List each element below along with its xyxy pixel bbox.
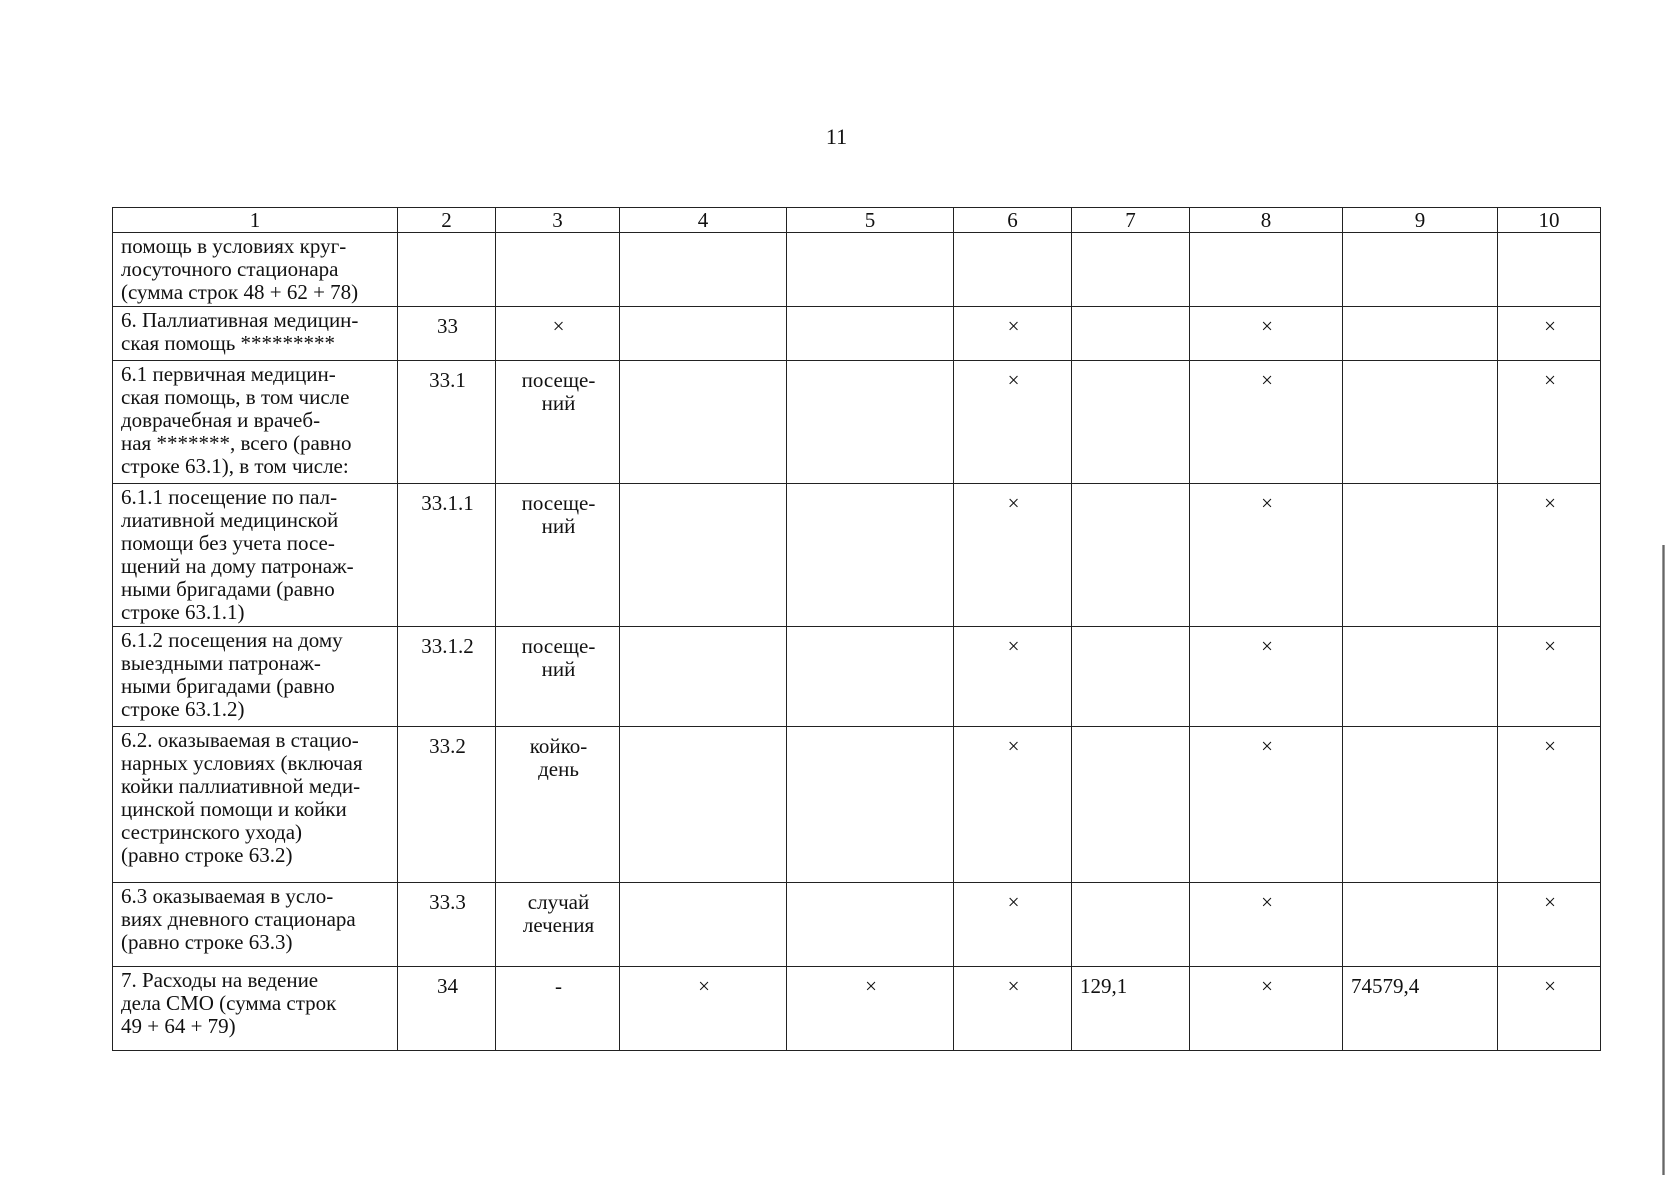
col10-cell: ×	[1498, 627, 1601, 727]
row-code-cell: 33.2	[398, 727, 496, 883]
col9-cell	[1343, 361, 1498, 484]
row-name-cell: помощь в условиях круг- лосуточного стационара (сумма строк 48 + 62 + 78)	[113, 233, 398, 307]
col4-cell: ×	[620, 967, 787, 1051]
column-header: 8	[1190, 208, 1343, 233]
table-row	[113, 967, 1601, 1051]
col5-cell: ×	[787, 967, 954, 1051]
row-name-cell: 6.3 оказываемая в усло- виях дневного стационара (равно строке 63.3)	[113, 883, 398, 967]
header-row	[113, 208, 1601, 233]
row-unit-cell	[496, 233, 620, 307]
col6-cell: ×	[954, 361, 1072, 484]
col9-cell	[1343, 233, 1498, 307]
table-row	[113, 484, 1601, 627]
col7-cell	[1072, 361, 1190, 484]
col10-cell: ×	[1498, 484, 1601, 627]
row-unit-cell: посеще- ний	[496, 361, 620, 484]
col8-cell: ×	[1190, 627, 1343, 727]
row-name-cell: 6.1.1 посещение по пал- лиативной медицинской помощи без учета посе- щений на дому патронаж- ными бригадами (равно строке 63.1.1)	[113, 484, 398, 627]
table-row	[113, 233, 1601, 307]
col4-cell	[620, 233, 787, 307]
row-unit-cell: посеще- ний	[496, 627, 620, 727]
row-code-cell: 33.1	[398, 361, 496, 484]
row-code-cell: 34	[398, 967, 496, 1051]
col4-cell	[620, 883, 787, 967]
col8-cell: ×	[1190, 307, 1343, 361]
col4-cell	[620, 727, 787, 883]
col8-cell: ×	[1190, 484, 1343, 627]
col6-cell: ×	[954, 967, 1072, 1051]
col7-cell	[1072, 727, 1190, 883]
scan-edge-shadow	[1662, 545, 1665, 1175]
col10-cell: ×	[1498, 883, 1601, 967]
table-row	[113, 727, 1601, 883]
table-row	[113, 307, 1601, 361]
col8-cell	[1190, 233, 1343, 307]
column-header: 9	[1343, 208, 1498, 233]
col6-cell: ×	[954, 627, 1072, 727]
column-header: 5	[787, 208, 954, 233]
col6-cell: ×	[954, 883, 1072, 967]
table-row	[113, 361, 1601, 484]
col6-cell: ×	[954, 727, 1072, 883]
row-code-cell: 33.1.1	[398, 484, 496, 627]
data-table	[112, 207, 1601, 1051]
col10-cell: ×	[1498, 967, 1601, 1051]
col9-cell: 74579,4	[1343, 967, 1498, 1051]
col4-cell	[620, 361, 787, 484]
col8-cell: ×	[1190, 361, 1343, 484]
table-row	[113, 883, 1601, 967]
col9-cell	[1343, 883, 1498, 967]
col5-cell	[787, 727, 954, 883]
table-body	[113, 233, 1601, 1051]
col10-cell	[1498, 233, 1601, 307]
col4-cell	[620, 307, 787, 361]
col5-cell	[787, 233, 954, 307]
row-code-cell	[398, 233, 496, 307]
col7-cell	[1072, 233, 1190, 307]
col10-cell: ×	[1498, 727, 1601, 883]
col7-cell	[1072, 484, 1190, 627]
col5-cell	[787, 361, 954, 484]
col5-cell	[787, 484, 954, 627]
col7-cell	[1072, 307, 1190, 361]
page-number: 11	[825, 124, 848, 149]
col7-cell	[1072, 627, 1190, 727]
row-name-cell: 6. Паллиативная медицин- ская помощь *********	[113, 307, 398, 361]
col7-cell: 129,1	[1072, 967, 1190, 1051]
column-header: 4	[620, 208, 787, 233]
row-name-cell: 6.1 первичная медицин- ская помощь, в том числе доврачебная и врачеб- ная *******, всего (равно строке 63.1), в том числе:	[113, 361, 398, 484]
col6-cell: ×	[954, 484, 1072, 627]
col6-cell: ×	[954, 307, 1072, 361]
column-header: 7	[1072, 208, 1190, 233]
col8-cell: ×	[1190, 883, 1343, 967]
column-header: 6	[954, 208, 1072, 233]
col9-cell	[1343, 484, 1498, 627]
col10-cell: ×	[1498, 361, 1601, 484]
row-name-cell: 6.1.2 посещения на дому выездными патронаж- ными бригадами (равно строке 63.1.2)	[113, 627, 398, 727]
row-unit-cell: ×	[496, 307, 620, 361]
col7-cell	[1072, 883, 1190, 967]
column-header: 3	[496, 208, 620, 233]
col6-cell	[954, 233, 1072, 307]
row-name-cell: 7. Расходы на ведение дела СМО (сумма строк 49 + 64 + 79)	[113, 967, 398, 1051]
row-name-cell: 6.2. оказываемая в стацио- нарных условиях (включая койки паллиативной меди- цинской помощи и койки сестринского ухода) (равно строке 63.2)	[113, 727, 398, 883]
row-code-cell: 33.1.2	[398, 627, 496, 727]
col4-cell	[620, 627, 787, 727]
row-unit-cell: койко- день	[496, 727, 620, 883]
col9-cell	[1343, 627, 1498, 727]
row-unit-cell: случай лечения	[496, 883, 620, 967]
row-code-cell: 33.3	[398, 883, 496, 967]
row-unit-cell: -	[496, 967, 620, 1051]
col8-cell: ×	[1190, 967, 1343, 1051]
col5-cell	[787, 627, 954, 727]
col10-cell: ×	[1498, 307, 1601, 361]
col9-cell	[1343, 727, 1498, 883]
column-header: 1	[113, 208, 398, 233]
col5-cell	[787, 307, 954, 361]
column-header: 2	[398, 208, 496, 233]
col9-cell	[1343, 307, 1498, 361]
col4-cell	[620, 484, 787, 627]
column-header: 10	[1498, 208, 1601, 233]
table-row	[113, 627, 1601, 727]
row-code-cell: 33	[398, 307, 496, 361]
col8-cell: ×	[1190, 727, 1343, 883]
col5-cell	[787, 883, 954, 967]
row-unit-cell: посеще- ний	[496, 484, 620, 627]
